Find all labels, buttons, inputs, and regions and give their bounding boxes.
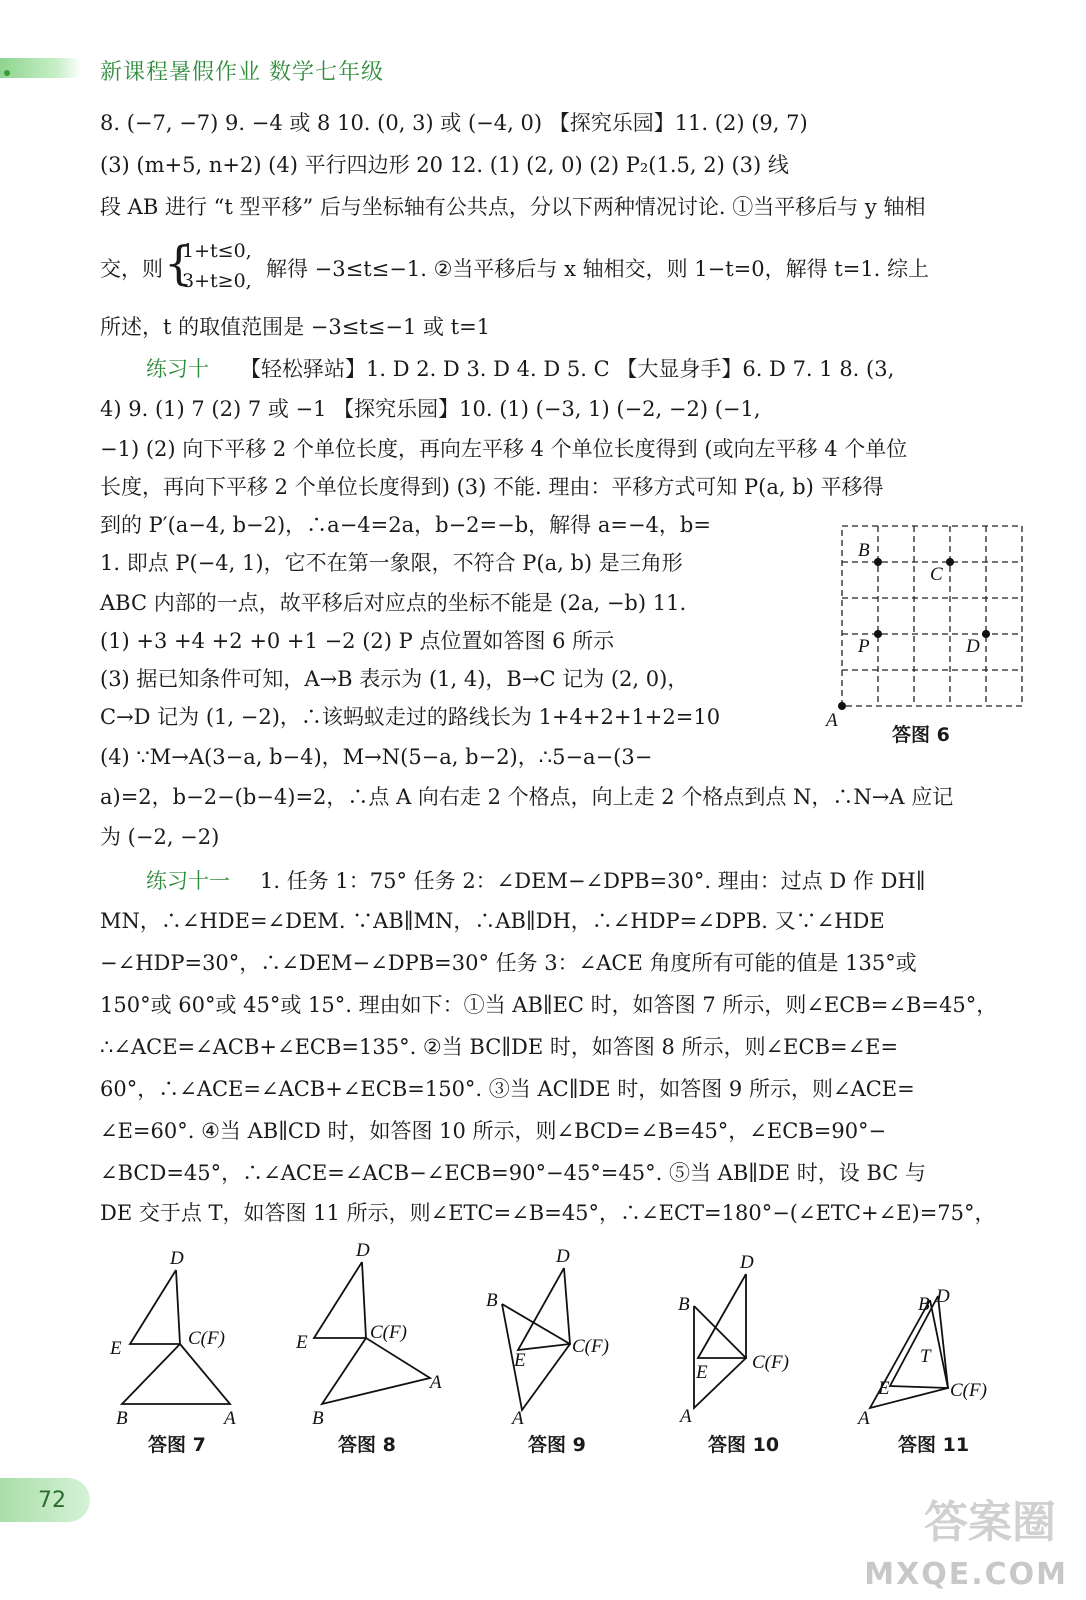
text-line: 60°，∴∠ACE=∠ACB+∠ECB=150°. ③当 AC∥DE 时，如答图 9 所示，则∠ACE=	[100, 1077, 915, 1101]
fig10-label-a: A	[680, 1406, 692, 1427]
fig10-label-d: D	[740, 1252, 754, 1273]
fig9-label-e: E	[514, 1350, 526, 1371]
label-a: A	[826, 710, 838, 731]
text-line: 【轻松驿站】1. D 2. D 3. D 4. D 5. C 【大显身手】6. D 7. 1 8. (3,	[240, 357, 895, 381]
page-header-title: 新课程暑假作业 数学七年级	[100, 60, 384, 85]
fig9-label-a: A	[512, 1408, 524, 1429]
label-d: D	[966, 636, 980, 657]
label-c: C	[930, 564, 943, 585]
text-line: (3) 据已知条件可知，A→B 表示为 (1, 4)，B→C 记为 (2, 0)，	[100, 667, 689, 691]
header-dot	[4, 70, 10, 76]
fig8-triangle-def	[314, 1262, 366, 1338]
section-label-10: 练习十	[146, 357, 209, 381]
figure-11-caption: 答图 11	[898, 1434, 970, 1456]
fig8-label-a: A	[430, 1372, 442, 1393]
fig8-label-e: E	[296, 1332, 308, 1353]
text-line: (4) ∵M→A(3−a, b−4)，M→N(5−a, b−2)，∴5−a−(3−	[100, 745, 653, 769]
fig7-triangle-def	[130, 1270, 180, 1344]
fig9-triangle-def	[518, 1268, 570, 1350]
fig9-triangle-abc	[502, 1304, 570, 1410]
fig11-label-t: T	[920, 1346, 931, 1367]
text-line: 为 (−2, −2)	[100, 825, 220, 849]
text-line: ∠BCD=45°，∴∠ACE=∠ACB−∠ECB=90°−45°=45°. ⑤当 AB∥DE 时，设 BC 与	[100, 1161, 927, 1185]
fig7-label-d: D	[170, 1248, 184, 1269]
text-line: ∴∠ACE=∠ACB+∠ECB=135°. ②当 BC∥DE 时，如答图 8 所示，则∠ECB=∠E=	[100, 1035, 899, 1059]
fig7-label-a: A	[224, 1408, 236, 1429]
figure-9-caption: 答图 9	[528, 1434, 586, 1456]
fig10-label-b: B	[678, 1294, 690, 1315]
point-b	[874, 558, 882, 566]
fig9-label-b: B	[486, 1290, 498, 1311]
fig9-label-cf: C(F)	[572, 1336, 609, 1357]
inequality-1: 1+t≤0,	[182, 240, 252, 262]
fig7-label-b: B	[116, 1408, 128, 1429]
text-line: C→D 记为 (1, −2)，∴该蚂蚁走过的路线长为 1+4+2+1+2=10	[100, 705, 721, 729]
text-line: 解得 −3≤t≤−1. ②当平移后与 x 轴相交，则 1−t=0，解得 t=1. 综上	[266, 257, 930, 281]
figure-6-grid	[826, 520, 1036, 734]
text-line: 150°或 60°或 45°或 15°. 理由如下：①当 AB∥EC 时，如答图 7 所示，则∠ECB=∠B=45°，	[100, 993, 998, 1017]
text-line: 所述，t 的取值范围是 −3≤t≤−1 或 t=1	[100, 315, 491, 339]
point-c	[946, 558, 954, 566]
text-line: 交，则	[100, 257, 163, 281]
fig7-label-e: E	[110, 1338, 122, 1359]
text-line: ∠E=60°. ④当 AB∥CD 时，如答图 10 所示，则∠BCD=∠B=45°，∠ECB=90°−	[100, 1119, 887, 1143]
fig7-label-cf: C(F)	[188, 1328, 225, 1349]
fig11-label-cf: C(F)	[950, 1380, 987, 1401]
fig11-label-a: A	[858, 1408, 870, 1429]
point-a	[838, 702, 846, 710]
triangle-figures	[100, 1240, 1050, 1440]
text-line: −∠HDP=30°，∴∠DEM−∠DPB=30° 任务 3：∠ACE 角度所有可能的值是 135°或	[100, 951, 917, 975]
figure-7-caption: 答图 7	[148, 1434, 206, 1456]
text-line: 8. (−7, −7) 9. −4 或 8 10. (0, 3) 或 (−4, 0) 【探究乐园】11. (2) (9, 7)	[100, 111, 808, 135]
label-b: B	[858, 540, 870, 561]
text-line: −1) (2) 向下平移 2 个单位长度，再向左平移 4 个单位长度得到 (或向左平移 4 个单位	[100, 437, 908, 461]
point-p	[874, 630, 882, 638]
fig8-label-b: B	[312, 1408, 324, 1429]
fig10-label-e: E	[696, 1362, 708, 1383]
fig11-label-b: B	[918, 1294, 930, 1315]
figure-10-caption: 答图 10	[708, 1434, 780, 1456]
fig11-label-d: D	[936, 1286, 950, 1307]
figure-6	[826, 520, 1036, 760]
text-line: ABC 内部的一点，故平移后对应点的坐标不能是 (2a, −b) 11.	[100, 591, 687, 615]
text-line: 1. 任务 1：75° 任务 2：∠DEM−∠DPB=30°. 理由：过点 D 作 DH∥	[260, 869, 926, 893]
text-line: 1. 即点 P(−4, 1)，它不在第一象限，不符合 P(a, b) 是三角形	[100, 551, 683, 575]
figure-6-caption: 答图 6	[892, 724, 950, 746]
text-line: 4) 9. (1) 7 (2) 7 或 −1 【探究乐园】10. (1) (−3, 1) (−2, −2) (−1,	[100, 397, 761, 421]
point-d	[982, 630, 990, 638]
fig8-label-cf: C(F)	[370, 1322, 407, 1343]
brace-icon: {	[164, 236, 194, 290]
text-line: a)=2，b−2−(b−4)=2，∴点 A 向右走 2 个格点，向上走 2 个格点到点 N，∴N→A 应记	[100, 785, 954, 809]
fig8-triangle-abc	[322, 1338, 430, 1404]
fig9-label-d: D	[556, 1246, 570, 1267]
text-line: 长度，再向下平移 2 个单位长度得到) (3) 不能. 理由：平移方式可知 P(a, b) 平移得	[100, 475, 884, 499]
figure-8-caption: 答图 8	[338, 1434, 396, 1456]
text-line: 段 AB 进行 “t 型平移” 后与坐标轴有公共点，分以下两种情况讨论. ①当平移后与 y 轴相	[100, 195, 926, 219]
watermark-logo: 答案圈	[924, 1497, 1056, 1548]
page-number: 72	[0, 1478, 90, 1522]
text-line: (1) +3 +4 +2 +0 +1 −2 (2) P 点位置如答图 6 所示	[100, 629, 615, 653]
watermark-text: MXQE.COM	[864, 1557, 1068, 1592]
fig7-triangle-abc	[122, 1344, 230, 1404]
bottom-figures	[100, 1240, 1050, 1470]
fig11-label-e: E	[878, 1378, 890, 1399]
section-label-11: 练习十一	[146, 869, 230, 893]
label-p: P	[858, 636, 870, 657]
text-line: DE 交于点 T，如答图 11 所示，则∠ETC=∠B=45°，∴∠ECT=180°−(∠ETC+∠E)=75°，	[100, 1201, 996, 1225]
fig8-label-d: D	[356, 1240, 370, 1261]
inequality-2: 3+t≥0,	[182, 270, 252, 292]
header-accent-bar	[0, 58, 82, 78]
fig10-label-cf: C(F)	[752, 1352, 789, 1373]
text-line: (3) (m+5, n+2) (4) 平行四边形 20 12. (1) (2, 0) (2) P₂(1.5, 2) (3) 线	[100, 153, 789, 177]
text-line: MN，∴∠HDE=∠DEM. ∵AB∥MN，∴AB∥DH，∴∠HDP=∠DPB. 又∵∠HDE	[100, 909, 885, 933]
text-line: 到的 P′(a−4, b−2)，∴a−4=2a，b−2=−b，解得 a=−4，b=	[100, 513, 711, 537]
